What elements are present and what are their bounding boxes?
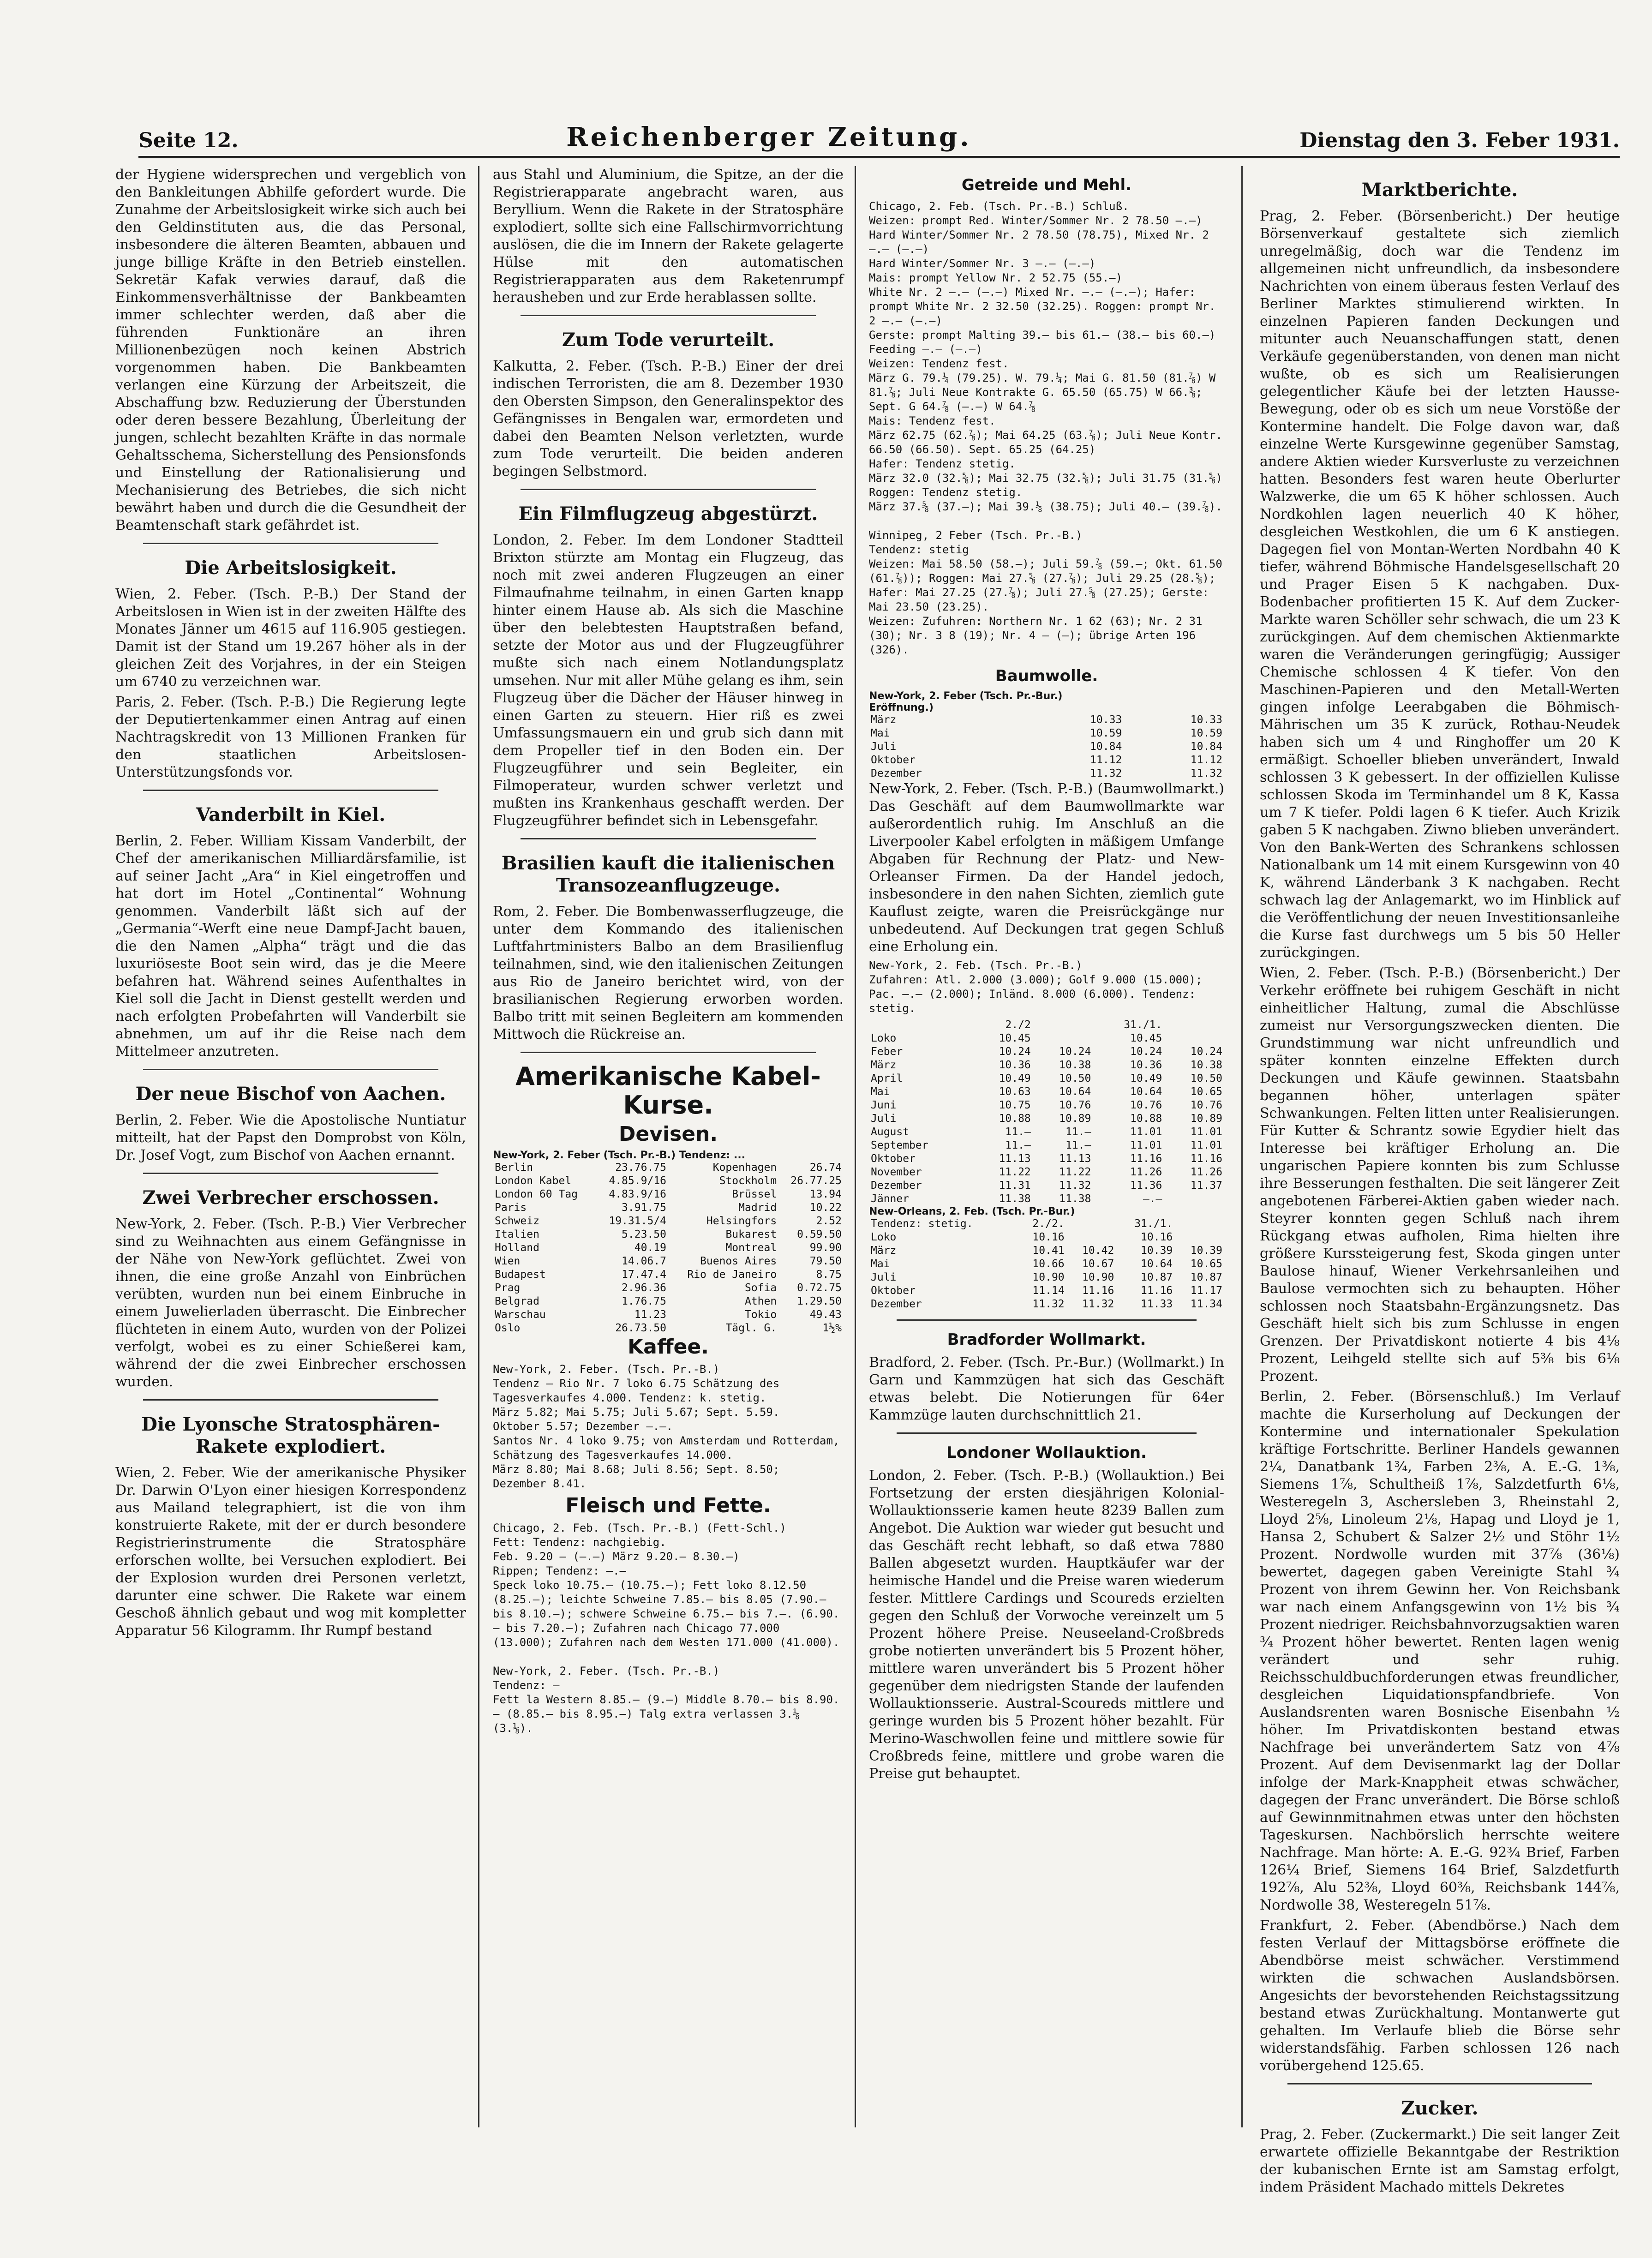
table-cell: 10.90: [1032, 1271, 1065, 1283]
table-header-cell: [869, 1018, 972, 1032]
table-cell: 10.90: [1082, 1271, 1114, 1283]
table-cell: 11.32: [1032, 1298, 1065, 1310]
market-text: Chicago, 2. Feb. (Tsch. Pr.-B.) Schluß. Weizen: prompt Red. Winter/Sommer Nr. 2 78.50 —.—) Hard Winter/Sommer Nr. 2 78.50 (78.75), Mixed Nr. 2 —.— (—.—) Hard Winter/Sommer Nr. 3 —.— (—.—) Mais: prompt Yellow Nr. 2 52.75 (55.—) White Nr. 2 —.— (—.—) Mixed Nr. —.— (—.—); Hafer: prompt White Nr. 2 32.50 (32.25). Roggen: prompt Nr. 2 —.— (—.—) Gerste: prompt Malting 39.— bis 61.— (38.— bis 60.—) Feeding —.— (—.—) Weizen: Tendenz fest. März G. 79.¼ (79.25). W. 79.¼; Mai G. 81.50 (81.⅞) W 81.⅞; Juli Neue Kontrakte G. 65.50 (65.75) W 66.⅜; Sept. G 64.⅞ (—.—) W 64.⅞ Mais: Tendenz fest. März 62.75 (62.⅞); Mai 64.25 (63.⅞); Juli Neue Kontr. 66.50 (66.50). Sept. 65.25 (64.25) Hafer: Tendenz stetig. März 32.0 (32.⅝); Mai 32.75 (32.⅝); Juli 31.75 (31.⅝) Roggen: Tendenz stetig. März 37.⅝ (37.—); Mai 39.⅛ (38.75); Juli 40.— (39.⅞). Winnipeg, 2 Feber (Tsch. Pr.-B.) Tendenz: stetig Weizen: Mai 58.50 (58.—); Juli 59.⅞ (59.—; Okt. 61.50 (61.⅞)); Roggen: Mai 27.⅝ (27.⅞); Juli 29.25 (28.⅝); Hafer: Mai 27.25 (27.⅞); Juli 27.⅝ (27.25); Gerste: Mai 23.50 (23.25). Weizen: Zufuhren: Northern Nr. 1 62 (63); Nr. 2 31 (30); Nr. 3 8 (19); Nr. 4 — (—); übrige Arten 196 (326).: [869, 200, 1222, 656]
table-cell: 10.16: [1141, 1231, 1173, 1243]
table-cell: 8.75: [816, 1269, 842, 1281]
column-divider: [1241, 166, 1243, 2127]
divider: [897, 1432, 1197, 1434]
article-text: New-York, 2. Feber. (Tsch. P.-B.) (Baumwollmarkt.) Das Geschäft auf dem Baumwollmarkte war außerordentlich ruhig. Im Anschluß an die Liverpooler Kabel erfolgten in mäßigem Umfange Abgaben für Rechnung der Platz- und New-Orleanser Firmen. Da der Handel jedoch, insbesondere in den nahen Sichten, ziemlich gute Kauflust zeigte, waren die Preisrückgänge nur unbedeutend. Auf Deckungen trat gegen Schluß eine Erholung ein.: [869, 781, 1224, 955]
article-text: Wien, 2. Feber. Wie der amerikanische Physiker Dr. Darwin O'Lyon einer hiesigen Korrespondenz aus Mailand telegraphiert, ist die von ihm konstruierte Rakete, mit der er durch besondere Registrierinstrumente die Stratosphäre erforschen wollte, bei Versuchen explodiert. Bei der Explosion wurden drei Personen verletzt, darunter eine schwer. Die Rakete war einem Geschoß ähnlich gebaut und wog mit kompletter Apparatur 56 Kilogramm. Ihr Rumpf bestand: [115, 1465, 466, 1639]
table-cell: 0.59.50: [797, 1228, 842, 1240]
table-cell: Montreal: [725, 1242, 777, 1254]
table-cell: Juli: [871, 1113, 897, 1125]
divider: [143, 543, 438, 544]
headline: Der neue Bischof von Aachen.: [135, 1083, 446, 1105]
table-row: [869, 1085, 1224, 1099]
table-cell: Berlin: [495, 1162, 533, 1174]
table-cell: [1164, 1032, 1224, 1045]
market-text: New-York, 2. Feber. (Tsch. Pr.-B.) Tendenz — Rio Nr. 7 loko 6.75 Schätzung des Tagesverkaufes 4.000. Tendenz: k. stetig. März 5.82; Mai 5.75; Juli 5.67; Sept. 5.59. Oktober 5.57; Dezember —.—. Santos Nr. 4 loko 9.75; von Amsterdam und Rotterdam, Schätzung des Tagesverkaufes 14.000. März 8.80; Mai 8.68; Juli 8.56; Sept. 8.50; Dezember 8.41.: [493, 1363, 840, 1490]
table-cell: 1½%: [822, 1322, 842, 1334]
table-cell: 11.16: [1082, 1285, 1114, 1297]
table-cell: März: [871, 1245, 897, 1257]
table-cell: 11.13: [1059, 1153, 1091, 1165]
table-cell: 11.23: [634, 1309, 666, 1321]
table-cell: 11.22: [1059, 1166, 1091, 1178]
table-cell: 11.32: [1059, 1180, 1091, 1192]
table-cell: Schweiz: [495, 1215, 539, 1227]
headline: Zwei Verbrecher erschossen.: [142, 1187, 439, 1209]
table-cell: 11.—: [1065, 1126, 1091, 1138]
table-cell: 11.38: [999, 1193, 1031, 1205]
table-cell: Tägl. G.: [725, 1322, 777, 1334]
table-cell: März: [871, 1059, 897, 1071]
table-cell: Tokio: [744, 1309, 777, 1321]
table-cell: 10.38: [1190, 1059, 1222, 1071]
table-cell: 11.12: [1090, 754, 1122, 766]
table-cell: Holland: [495, 1242, 539, 1254]
table-row: [493, 1174, 844, 1188]
table-row: [869, 767, 1224, 780]
article-text: London, 2. Feber. Im dem Londoner Stadtteil Brixton stürzte am Montag ein Flugzeug, das noch mit zwei anderen Flugzeugen an einer Filmaufnahme teilnahm, in einen Garten knapp hinter einem Hause ab. Als sich die Maschine über den belebtesten Hauptstraßen befand, setzte der Motor aus und der Flugzeugführer mußte sich nach einem Notlandungsplatz umsehen. Nur mit aller Mühe gelang es ihm, sein Flugzeug über die Dächer der Häuser hinweg in einen Garten zu steuern. Hier riß es zwei Umfassungsmauern ein und grub sich dann mit dem Propeller tief in den Boden ein. Der Flugzeugführer und sein Begleiter, ein Filmoperateur, wurden schwer verletzt und mußten ins Krankenhaus geschafft werden. Der Flugzeugführer befindet sich in Lebensgefahr.: [493, 532, 844, 829]
table-cell: 10.89: [1190, 1113, 1222, 1125]
article-text: Frankfurt, 2. Feber. (Abendbörse.) Nach dem festen Verlauf der Mittagsbörse eröffnete die Abendbörse meist schwächer. Verstimmend wirkten die schwachen Auslandsbörsen. Angesichts der bevorstehenden Reichstagssitzung bestand etwas Zurückhaltung. Montanwerte gut gehalten. Im Verlaufe blieb die Börse sehr widerstandsfähig. Farben schlossen 126 nach vorübergehend 125.65.: [1260, 1917, 1620, 2074]
article-text: Kalkutta, 2. Feber. (Tsch. P.-B.) Einer der drei indischen Terroristen, die am 8. Dezember 1930 den Obersten Simpson, den Generalinspektor des Gefängnisses in Bengalen war, ermordeten und dabei den Beamten Nelson verletzten, wurde zum Tode verurteilt. Die beiden anderen begingen Selbstmord.: [493, 358, 844, 479]
column-2: [493, 166, 844, 2132]
table-cell: 14.06.7: [622, 1255, 666, 1267]
table-row: [869, 1072, 1224, 1085]
table-cell: Oktober: [871, 754, 916, 766]
divider: [521, 838, 816, 839]
table-row: [869, 1045, 1224, 1059]
headline: Die Arbeitslosigkeit.: [185, 557, 397, 579]
table-cell: August: [871, 1126, 910, 1138]
table-header-cell: Tendenz: stetig.: [871, 1218, 973, 1230]
newspaper-title: Reichenberger Zeitung.: [566, 122, 972, 152]
table-cell: 2.96.36: [622, 1282, 666, 1294]
table-row: [493, 1228, 844, 1241]
article-text: Prag, 2. Feber. (Zuckermarkt.) Die seit langer Zeit erwartete offizielle Bekanntgabe der Restriktion der kubanischen Ernte ist am Samstag erfolgt, indem Präsident Machado mittels Dekretes: [1260, 2126, 1620, 2195]
table-cell: Wien: [495, 1255, 521, 1267]
table-cell: Italien: [495, 1228, 539, 1240]
table-cell: 11.16: [1190, 1153, 1222, 1165]
table-row: [493, 1268, 844, 1282]
table-cell: 10.84: [1190, 741, 1222, 753]
table-cell: 10.49: [999, 1072, 1031, 1084]
article-text: Bradford, 2. Feber. (Tsch. Pr.-Bur.) (Wollmarkt.) In Garn und Kammzügen hat sich das Geschäft etwas belebt. Die Notierungen für 64er Kammzüge lauten durchschnittlich 21.: [869, 1354, 1224, 1423]
table-cell: 11.38: [1059, 1193, 1091, 1205]
table-cell: 11.01: [1190, 1126, 1222, 1138]
article-text: Prag, 2. Feber. (Börsenbericht.) Der heutige Börsenverkauf gestaltete sich ziemlich unregelmäßig, doch war die Tendenz im allgemeinen nicht unfreundlich, da insbesondere Nachrichten von einem überaus festen Verlauf des Berliner Marktes stimulierend wirkten. In einzelnen Papieren fanden Deckungen und mitunter auch Neuanschaffungen statt, denen Verkäufe gegenüberstanden, von denen man nicht wußte, ob es sich um Realisierungen gelegentlicher Käufe bei der letzten Hausse-Bewegung, oder ob es sich um neue Vorstöße der Kontermine handelt. Die Folge davon war, daß einzelne Werte Kursgewinne gegenüber Samstag, andere Aktien wieder Kursverluste zu verzeichnen hatten. Besonders fest waren heute Oberlurter Walzwerke, die um 65 K höher schlossen. Auch Nordkohlen lagen neuerlich 40 K höher, desgleichen Westkohlen, die um 6 K anstiegen. Dagegen fiel von Montan-Werten Nordbahn 40 K tiefer, während Böhmische Handelsgesellschaft 20 und Prager Eisen 5 K nachgaben. Dux-Bodenbacher profitierten 15 K. Auf dem Zucker-Markte waren Schöller sehr schwach, die um 23 K zurückgingen. Auf dem chemischen Aktienmarkte waren die Veränderungen geringfügig; Aussiger Chemische schlossen 4 K tiefer. Von den Maschinen-Papieren und den Metall-Werten gingen infolge Leerabgaben die Böhmisch-Mährischen um 35 K zurück, Rothau-Neudek haben sich um 4 und Ringhoffer um 20 K ermäßigt. Schoeller blieben unverändert, Inwald schlossen 3 K gebessert. In der offiziellen Kulisse schlossen Skoda im Terminhandel um 8 K, Kassa um 7 K tiefer. Poldi lagen 6 K tiefer. Auch Krizik gaben 5 K nachgaben. Ziwno blieben unverändert. Von den Bank-Werten des Schrankens schlossen Nationalbank um 14 mit einem Kursgewinn von 40 K, während Länderbank 3 K nachgaben. Recht schwach lag der Anlagemarkt, wo im Hinblick auf die Veröffentlichung der neuen Investitionsanleihe die Kurse fast durchwegs um 5 bis 50 Heller zurückgingen.: [1260, 208, 1620, 961]
table-row: [869, 754, 1224, 767]
table-header-cell: [1066, 1217, 1116, 1231]
table-cell: Juli: [871, 741, 897, 753]
table-cell: Rio de Janeiro: [687, 1269, 777, 1281]
table-cell: 10.45: [999, 1032, 1031, 1044]
page-number: Seite 12.: [138, 129, 239, 152]
table-row: [869, 1152, 1224, 1166]
table-cell: Juli: [871, 1271, 897, 1283]
table-row: [869, 740, 1224, 754]
table-cell: Dezember: [871, 1298, 922, 1310]
table-row: [869, 1112, 1224, 1126]
headline: Londoner Wollauktion.: [946, 1443, 1147, 1462]
article-text: Rom, 2. Feber. Die Bombenwasserflugzeuge, die unter dem Kommando des italienischen Luftfahrtministers Balbo an dem Brasilienflug teilnahmen, sind, wie den italienischen Zeitungen aus Rio de Janeiro berichtet wird, von der brasilianischen Regierung erworben worden. Balbo tritt mit seinen Begleitern am kommenden Mittwoch die Rückreise an.: [493, 904, 844, 1042]
article-text: aus Stahl und Aluminium, die Spitze, an der die Registrierapparate angebracht waren, aus Beryllium. Wenn die Rakete in der Stratosphäre explodiert, sollte sich eine Fallschirmvorrichtung auslösen, die die im Innern der Rakete gelagerte Hülse mit den automatischen Registrierapparaten aus dem Raketenrumpf herausheben und zur Erde herablassen sollte.: [493, 167, 844, 305]
table-row: [869, 727, 1224, 740]
table-cell: 11.14: [1032, 1285, 1065, 1297]
devisen-table: [493, 1161, 844, 1335]
section-subtitle: Devisen.: [618, 1122, 718, 1146]
headline: Getreide und Mehl.: [961, 176, 1132, 194]
table-header-cell: 2./2: [1005, 1019, 1031, 1031]
table-cell: 10.24: [999, 1046, 1031, 1058]
table-cell: 11.31: [999, 1180, 1031, 1192]
table-cell: 4.85.9/16: [609, 1175, 666, 1187]
headline: Baumwolle.: [995, 667, 1098, 685]
table-cell: 10.49: [1130, 1072, 1162, 1084]
section-title: Amerikanische Kabel-Kurse.: [515, 1062, 821, 1120]
table-cell: 11.16: [1141, 1285, 1173, 1297]
table-header-cell: [1164, 1018, 1224, 1032]
table-cell: Brüssel: [732, 1188, 777, 1200]
article-text: London, 2. Feber. (Tsch. P.-B.) (Wollauktion.) Bei Fortsetzung der ersten diesjährigen Kolonial-Wollauktionsserie kamen heute 8239 Ballen zum Angebot. Die Auktion war wieder gut besucht und das Geschäft recht lebhaft, so daß etwa 7880 Ballen abgesetzt wurden. Hauptkäufer war der heimische Handel und die Preise waren wiederum fester. Mittlere Cardings und Scoureds erzielten gegen den Schluß der Vorwoche vereinzelt um 5 Prozent höhere Preise. Neuseeland-Croßbreds grobe notierten unverändert bis 5 Prozent höher, mittlere waren unverändert bis 5 Prozent höher gegenüber dem niedrigsten Stande der laufenden Wollauktionsserie. Austral-Scoureds mittlere und geringe wurden bis 5 Prozent höher bezahlt. Für Merino-Waschwollen feine und mittlere sowie für Croßbreds feine, mittlere und grobe waren die Preise gut behauptet.: [869, 1467, 1224, 1782]
table-row: [493, 1241, 844, 1255]
divider: [521, 1052, 816, 1053]
table-cell: 2.52: [816, 1215, 842, 1227]
table-cell: 11.32: [1082, 1298, 1114, 1310]
table-cell: Sofia: [744, 1282, 777, 1294]
headline: Zum Tode verurteilt.: [562, 329, 775, 351]
table-cell: 10.16: [1032, 1231, 1065, 1243]
table-cell: 11.16: [1130, 1153, 1162, 1165]
table-row: [869, 1258, 1224, 1271]
table-cell: London Kabel: [495, 1175, 572, 1187]
table-cell: Warschau: [495, 1309, 546, 1321]
table-cell: 10.88: [1130, 1113, 1162, 1125]
table-cell: 17.47.4: [622, 1269, 666, 1281]
table-cell: 10.45: [1130, 1032, 1162, 1044]
article-text: Berlin, 2. Feber. William Kissam Vanderbilt, der Chef der amerikanischen Milliardärsfamilie, ist auf seiner Jacht „Ara“ in Kiel eingetroffen und hat dort im Hotel „Continental“ Wohnung genommen. Vanderbilt läßt sich auf der „Germania“-Werft eine neue Dampf-Jacht bauen, die den Namen „Alpha“ trägt und die das luxuriöseste Boot sein wird, das je die Meere befahren hat. Während seines Aufenthaltes in Kiel soll die Jacht in Dienst gestellt werden und nach erfolgten Probefahrten will Vanderbilt sie abnehmen, um auf ihr die Reise nach dem Mittelmeer anzutreten.: [115, 833, 466, 1060]
table-row: [493, 1295, 844, 1308]
table-cell: Juni: [871, 1099, 897, 1111]
table-cell: Stockholm: [719, 1175, 777, 1187]
table-cell: 11.32: [1090, 767, 1122, 779]
table-cell: 11.26: [1190, 1166, 1222, 1178]
table-cell: 10.63: [999, 1086, 1031, 1098]
table-row: [869, 1298, 1224, 1311]
issue-date: Dienstag den 3. Feber 1931.: [1299, 129, 1620, 152]
column-divider: [855, 166, 856, 2127]
table-cell: 11.—: [1065, 1139, 1091, 1151]
table-cell: 10.87: [1141, 1271, 1173, 1283]
article-text: New-York, 2. Feber. (Tsch. P.-B.) Vier Verbrecher sind zu Weihnachten aus einem Gefängnisse in der Nähe von New-York geflüchtet. Zwei von ihnen, die eine große Anzahl von Einbrüchen verübten, wurden nun bei einem Einbruche in einem Juwelierladen überrascht. Die Einbrecher flüchteten in einem Auto, wurden von der Polizei verfolgt, wobei es zu einer Schießerei kam, während der die zwei Einbrecher erschossen wurden.: [115, 1216, 466, 1390]
table-cell: 10.39: [1141, 1245, 1173, 1257]
table-cell: [1066, 1231, 1116, 1244]
article-text: der Hygiene widersprechen und vergeblich von den Bankleitungen Abhilfe gefordert wurde. Die Zunahme der Arbeitslosigkeit wirke sich auch bei den Geldinstituten aus, die das Personal, insbesondere die älteren Beamten, abbauen und junge billige Kräfte in den Betrieb einstellen. Sekretär Kafak verwies darauf, daß die Einkommensverhältnisse der Bankbeamten immer schlechter werden, daß aber die führenden Funktionäre an ihren Millionenbezügen noch keinen Abstrich vorgenommen haben. Die Bankbeamten verlangen eine Kürzung der Arbeitszeit, die Abschaffung bzw. Reduzierung der Überstunden oder deren bessere Bezahlung, Überleitung der jungen, schlecht bezahlten Kräfte in das normale Gehaltsschema, Sicherstellung des Pensionsfonds und Einstellung der Rationalisierung und Mechanisierung des Betriebes, die sich nicht bewährt haben und durch die die Gesundheit der Beamtenschaft stark gefährdet ist.: [115, 167, 466, 533]
headline: Vanderbilt in Kiel.: [196, 804, 386, 826]
table-cell: Kopenhagen: [712, 1162, 777, 1174]
table-header-cell: [1174, 1217, 1224, 1231]
table-cell: London 60 Tag: [495, 1188, 578, 1200]
table-cell: März: [871, 714, 897, 726]
table-row: [869, 1271, 1224, 1284]
table-cell: 23.76.75: [615, 1162, 666, 1174]
table-cell: 13.94: [809, 1188, 842, 1200]
divider: [143, 1399, 438, 1401]
table-cell: 10.36: [999, 1059, 1031, 1071]
divider: [521, 489, 816, 490]
table-row: [869, 1059, 1224, 1072]
table-cell: 11.33: [1141, 1298, 1173, 1310]
table-header-cell: 31./1.: [1134, 1218, 1173, 1230]
column-divider: [478, 166, 479, 2127]
table-cell: 11.36: [1130, 1180, 1162, 1192]
table-cell: 11.13: [999, 1153, 1031, 1165]
table-cell: 10.24: [1130, 1046, 1162, 1058]
section-subtitle: Kaffee.: [628, 1335, 709, 1359]
table-cell: 5.23.50: [622, 1228, 666, 1240]
article-text: Berlin, 2. Feber. (Börsenschluß.) Im Verlauf machte die Kurserholung auf Deckungen der Kontermine und internationaler Spekulation kräftige Fortschritte. Berliner Handels gewannen 2¼, Danatbank 1¾, Farben 2⅜, A. E.-G. 1⅜, Siemens 1⅞, Schultheiß 1⅞, Salzdetfurth 6⅛, Westeregeln 3, Aschersleben 3, Rheinstahl 2, Lloyd 2⅝, Linoleum 2⅛, Hapag und Lloyd je 1, Hansa 2, Schubert & Salzer 2½ und Stöhr 1½ Prozent. Nordwolle wurden mit 37⅞ (36⅛) bewertet, dagegen gaben Vereinigte Stahl ¾ Prozent von ihrem Gewinn her. Von Reichsbank war nach einem Anfangsgewinn von 1½ bis ¾ Prozent niedriger. Reichsbahnvorzugsaktien waren ¾ Prozent höher bewertet. Renten lagen wenig verändert und sehr ruhig. Reichsschuldbuchforderungen etwas freundlicher, desgleichen Liquidationspfandbriefe. Von Auslandsrenten waren Bosnische Eisenbahn ½ höher. Im Privatdiskonten bestand etwas Nachfrage bei unverändertem Satz von 4⅞ Prozent. Auf dem Devisenmarkt lag der Dollar infolge der Mark-Knappheit etwas schwächer, dagegen der Franc unverändert. Die Börse schloß auf Gewinnmitnahmen etwas unter den höchsten Tageskursen. Nachbörslich herrschte weitere Nachfrage. Man hörte: A. E.-G. 92¾ Brief, Farben 126¼ Brief, Siemens 164 Brief, Salzdetfurth 192⅞, Alu 52⅜, Lloyd 60⅜, Reichsbank 144⅞, Nordwolle 38, Westeregeln 51⅞.: [1260, 1389, 1620, 1913]
table-cell: 10.64: [1059, 1086, 1091, 1098]
table-cell: 10.22: [809, 1202, 842, 1214]
table-caption: New-York, 2. Feber (Tsch. Pr.-B.) Tendenz: ...: [493, 1150, 746, 1161]
table-cell: 11.37: [1190, 1180, 1222, 1192]
table-cell: [1164, 1192, 1224, 1206]
table-cell: 10.33: [1090, 714, 1122, 726]
new-orleans-table: [869, 1217, 1224, 1311]
table-cell: —.—: [1143, 1193, 1162, 1205]
table-header-cell: 2./2.: [1032, 1218, 1065, 1230]
table-cell: 10.76: [1059, 1099, 1091, 1111]
table-caption: New-York, 2. Feber (Tsch. Pr.-Bur.): [869, 690, 1063, 702]
table-cell: 10.38: [1059, 1059, 1091, 1071]
table-cell: 4.83.9/16: [609, 1188, 666, 1200]
table-cell: 10.76: [1190, 1099, 1222, 1111]
table-cell: Budapest: [495, 1269, 546, 1281]
table-cell: 11.01: [1130, 1126, 1162, 1138]
table-cell: [1033, 1032, 1093, 1045]
table-cell: 1.29.50: [797, 1295, 842, 1307]
table-cell: Bukarest: [725, 1228, 777, 1240]
table-cell: 10.65: [1190, 1086, 1222, 1098]
column-3: [869, 166, 1224, 2132]
table-cell: Jänner: [871, 1193, 910, 1205]
table-cell: 10.24: [1190, 1046, 1222, 1058]
table-cell: 10.89: [1059, 1113, 1091, 1125]
table-cell: 26.77.25: [790, 1175, 842, 1187]
table-row: [493, 1215, 844, 1228]
table-row: [493, 1282, 844, 1295]
table-row: [493, 1161, 844, 1174]
divider: [897, 1319, 1197, 1321]
table-cell: Oktober: [871, 1285, 916, 1297]
table-cell: September: [871, 1139, 928, 1151]
article-text: Wien, 2. Feber. (Tsch. P.-B.) (Börsenbericht.) Der Verkehr eröffnete bei ruhigem Geschäft in nicht einheitlicher Haltung, zumal die Abschlüsse zumeist nur Versorgungszwecken dienten. Die Grundstimmung war nicht unfreundlich und später konnten einzelne Effekten durch Deckungen und Käufe gewinnen. Staatsbahn begannen höher, unterlagen später Schwankungen. Felten litten unter Realisierungen. Für Kutter & Schrantz sowie Egydier hielt das Interesse bei kräftiger Erholung an. Die ungarischen Papiere konnten bis zum Schlusse ihre Besserungen festhalten. Die seit längerer Zeit angebotenen Färberei-Aktien gaben wieder nach. Steyrer konnten gegen Schluß nach ihrem Rückgang etwas aufholen, Rima hielten ihre größere Kurssteigerung fest, Skoda gingen unter Baulose hinauf, Wiener Verkehrsanleihen und Baulose vermochten sich zu behaupten. Höher schlossen noch Staatsbahn-Ergänzungsnetz. Das Geschäft hielt sich bis zum Schlusse in engen Grenzen. Der Privatdiskont notierte 4 bis 4⅛ Prozent, Leihgeld stellte sich auf 5⅜ bis 6⅛ Prozent.: [1260, 965, 1620, 1384]
table-cell: 11.01: [1130, 1139, 1162, 1151]
table-cell: Mai: [871, 1086, 890, 1098]
headline: Die Lyonsche Stratosphären-Rakete explodiert.: [141, 1413, 440, 1457]
cotton-table: [869, 713, 1224, 780]
cotton-futures-table: [869, 1018, 1224, 1206]
table-cell: Buenos Aires: [700, 1255, 777, 1267]
table-cell: 10.59: [1190, 727, 1222, 739]
table-cell: 26.73.50: [615, 1322, 666, 1334]
table-header-cell: 31./1.: [1124, 1019, 1162, 1031]
table-row: [869, 1244, 1224, 1258]
table-cell: 40.19: [634, 1242, 666, 1254]
table-cell: 99.90: [809, 1242, 842, 1254]
headline: Zucker.: [1401, 2097, 1478, 2119]
divider: [143, 1173, 438, 1174]
table-row: [869, 1192, 1224, 1206]
section-subtitle: Fleisch und Fette.: [565, 1494, 771, 1517]
table-cell: April: [871, 1072, 903, 1084]
table-cell: Feber: [871, 1046, 903, 1058]
table-row: [493, 1255, 844, 1268]
table-cell: 10.24: [1059, 1046, 1091, 1058]
table-row: [869, 1284, 1224, 1298]
table-header-row: [869, 1018, 1224, 1032]
table-cell: 10.76: [1130, 1099, 1162, 1111]
table-cell: 10.33: [1190, 714, 1222, 726]
article-text: Wien, 2. Feber. (Tsch. P.-B.) Der Stand der Arbeitslosen in Wien ist in der zweiten Hälfte des Monates Jänner um 4615 auf 116.905 gestiegen. Damit ist der Stand um 19.267 höher als in der gleichen Zeit des Vorjahres, in der ein Steigen um 6740 zu verzeichnen war.: [115, 586, 466, 690]
table-cell: 10.50: [1190, 1072, 1222, 1084]
table-cell: November: [871, 1166, 922, 1178]
article-text: Berlin, 2. Feber. Wie die Apostolische Nuntiatur mitteilt, hat der Papst den Domprobst von Köln, Dr. Josef Vogt, zum Bischof von Aachen ernannt.: [115, 1112, 466, 1163]
divider: [143, 790, 438, 791]
table-cell: Dezember: [871, 1180, 922, 1192]
headline: Ein Filmflugzeug abgestürzt.: [518, 503, 818, 525]
table-cell: 79.50: [809, 1255, 842, 1267]
table-row: [869, 1166, 1224, 1179]
table-cell: Dezember: [871, 767, 922, 779]
table-cell: 10.64: [1130, 1086, 1162, 1098]
table-caption: Eröffnung.): [869, 702, 934, 713]
table-row: [869, 1099, 1224, 1112]
table-cell: Prag: [495, 1282, 521, 1294]
table-cell: 11.34: [1190, 1298, 1222, 1310]
table-cell: 10.39: [1190, 1245, 1222, 1257]
table-cell: 10.59: [1090, 727, 1122, 739]
table-cell: 10.41: [1032, 1245, 1065, 1257]
divider: [1287, 2083, 1592, 2084]
market-text: Chicago, 2. Feb. (Tsch. Pr.-B.) (Fett-Schl.) Fett: Tendenz: nachgiebig. Feb. 9.20 — (—.—) März 9.20.— 8.30.—) Rippen; Tendenz: —.— Speck loko 10.75.— (10.75.—); Fett loko 8.12.50 (8.25.—); leichte Schweine 7.85.— bis 8.05 (7.90.— bis 8.10.—); schwere Schweine 6.75.— bis 7.—. (6.90.— bis 7.20.—); Zufahren nach Chicago 77.000 (13.000); Zufahren nach dem Westen 171.000 (41.000). New-York, 2. Feber. (Tsch. Pr.-B.) Tendenz: — Fett la Western 8.85.— (9.—) Middle 8.70.— bis 8.90.— (8.85.— bis 8.95.—) Talg extra verlassen 3.⅛ (3.⅛).: [493, 1521, 840, 1735]
table-cell: 10.88: [999, 1113, 1031, 1125]
table-cell: 26.74: [809, 1162, 842, 1174]
table-cell: 1.76.75: [622, 1295, 666, 1307]
table-cell: 0.72.75: [797, 1282, 842, 1294]
table-row: [869, 1179, 1224, 1192]
table-cell: 11.01: [1190, 1139, 1222, 1151]
column-1: [115, 166, 466, 2132]
table-cell: 19.31.5/4: [609, 1215, 666, 1227]
table-cell: 10.84: [1090, 741, 1122, 753]
table-row: [869, 1231, 1224, 1244]
table-cell: Oslo: [495, 1322, 521, 1334]
table-cell: Madrid: [738, 1202, 777, 1214]
table-cell: 11.22: [999, 1166, 1031, 1178]
page-header: [138, 115, 1620, 158]
table-header-cell: [1033, 1018, 1093, 1032]
table-cell: [1174, 1231, 1224, 1244]
table-cell: 10.67: [1082, 1258, 1114, 1270]
table-row: [493, 1201, 844, 1215]
headline: Brasilien kauft die italienischen Transozeanflugzeuge.: [501, 852, 835, 896]
table-cell: Athen: [744, 1295, 777, 1307]
divider: [521, 315, 816, 316]
table-cell: Loko: [871, 1231, 897, 1243]
table-caption: New-Orleans, 2. Feb. (Tsch. Pr.-Bur.): [869, 1206, 1075, 1217]
table-row: [869, 1032, 1224, 1045]
table-cell: 10.50: [1059, 1072, 1091, 1084]
table-cell: 10.65: [1190, 1258, 1222, 1270]
table-cell: 10.64: [1141, 1258, 1173, 1270]
table-cell: Paris: [495, 1202, 527, 1214]
headline: Marktberichte.: [1361, 179, 1518, 201]
headline: Bradforder Wollmarkt.: [947, 1330, 1146, 1349]
table-cell: 10.75: [999, 1099, 1031, 1111]
table-row: [869, 1126, 1224, 1139]
table-header-row: [869, 1217, 1224, 1231]
table-cell: Oktober: [871, 1153, 916, 1165]
table-cell: Helsingfors: [706, 1215, 777, 1227]
article-text: Paris, 2. Feber. (Tsch. P.-B.) Die Regierung legte der Deputiertenkammer einen Antrag auf einen Nachtragskredit von 13 Millionen Franken für den staatlichen Arbeitslosen-Unterstützungsfonds vor.: [115, 694, 466, 780]
table-row: [493, 1188, 844, 1201]
table-cell: Mai: [871, 727, 890, 739]
table-cell: 11.—: [1005, 1126, 1031, 1138]
divider: [143, 1069, 438, 1070]
table-cell: 11.32: [1190, 767, 1222, 779]
table-row: [869, 713, 1224, 727]
table-row: [493, 1322, 844, 1335]
table-cell: Belgrad: [495, 1295, 539, 1307]
table-cell: 3.91.75: [622, 1202, 666, 1214]
table-cell: 11.—: [1005, 1139, 1031, 1151]
table-cell: 11.17: [1190, 1285, 1222, 1297]
table-row: [869, 1139, 1224, 1152]
table-cell: 10.36: [1130, 1059, 1162, 1071]
column-4: [1260, 166, 1620, 2195]
table-cell: Loko: [871, 1032, 897, 1044]
table-cell: Mai: [871, 1258, 890, 1270]
table-cell: 10.42: [1082, 1245, 1114, 1257]
market-text: New-York, 2. Feb. (Tsch. Pr.-B.) Zufahren: Atl. 2.000 (3.000); Golf 9.000 (15.000); Pac. —.— (2.000); Inländ. 8.000 (6.000). Tendenz: stetig.: [869, 959, 1203, 1015]
table-cell: 11.26: [1130, 1166, 1162, 1178]
table-row: [493, 1308, 844, 1322]
table-cell: 10.66: [1032, 1258, 1065, 1270]
table-cell: 49.43: [809, 1309, 842, 1321]
table-cell: 10.87: [1190, 1271, 1222, 1283]
table-cell: 11.12: [1190, 754, 1222, 766]
